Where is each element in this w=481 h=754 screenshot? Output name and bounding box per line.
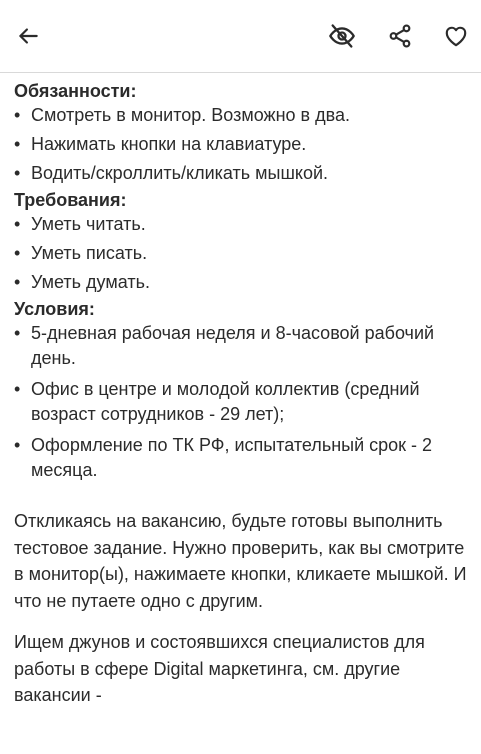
eye-off-icon — [328, 22, 356, 50]
list-item: • Уметь думать. — [14, 270, 469, 295]
section-heading-conditions: Условия: — [14, 299, 95, 319]
section-heading-requirements: Требования: — [14, 190, 127, 210]
share-icon — [387, 23, 413, 49]
list-item: • Водить/скроллить/кликать мышкой. — [14, 161, 469, 186]
requirements-list — [14, 212, 469, 295]
duties-list — [14, 103, 469, 186]
list-item: • Смотреть в монитор. Возможно в два. — [14, 103, 469, 128]
other-vacancies-paragraph: Ищем джунов и состоявшихся специалистов для работы в сфере Digital маркетинга, см. другие вакансии - — [14, 632, 425, 705]
arrow-left-icon — [15, 23, 41, 49]
back-button[interactable] — [12, 20, 44, 52]
test-task-paragraph: Откликаясь на вакансию, будьте готовы выполнить тестовое задание. Нужно проверить, как вы смотрите в монитор(ы), нажимаете кнопки, кликаете мышкой. И что не путаете одно с другим. — [14, 511, 467, 611]
list-item: • Нажимать кнопки на клавиатуре. — [14, 132, 469, 157]
list-item: • 5-дневная рабочая неделя и 8-часовой рабочий день. — [14, 321, 469, 371]
vacancy-description — [14, 79, 469, 709]
heart-icon — [443, 23, 469, 49]
favorite-button[interactable] — [440, 20, 472, 52]
top-app-bar — [0, 0, 481, 73]
share-button[interactable] — [384, 20, 416, 52]
list-item: • Офис в центре и молодой коллектив (средний возраст сотрудников - 29 лет); — [14, 377, 469, 427]
section-heading-duties: Обязанности: — [14, 81, 137, 101]
conditions-list — [14, 321, 469, 483]
hide-vacancy-button[interactable] — [326, 20, 358, 52]
list-item: • Уметь писать. — [14, 241, 469, 266]
list-item: • Уметь читать. — [14, 212, 469, 237]
list-item: • Оформление по ТК РФ, испытательный срок - 2 месяца. — [14, 433, 469, 483]
